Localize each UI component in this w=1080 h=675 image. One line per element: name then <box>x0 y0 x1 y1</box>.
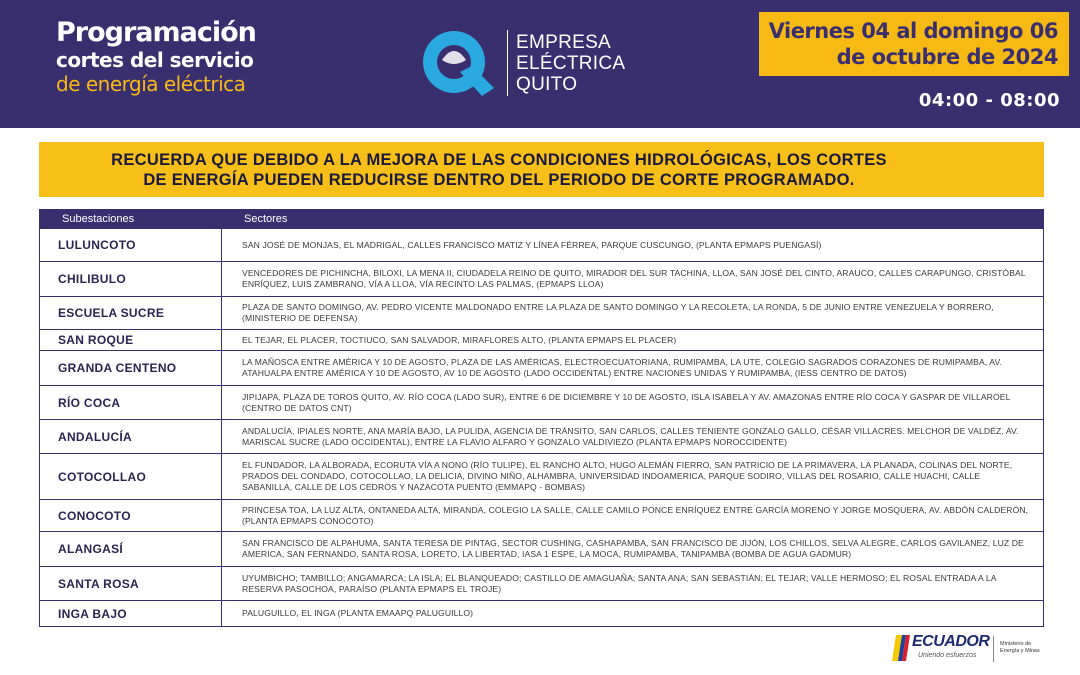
substation-cell: SANTA ROSA <box>40 567 222 600</box>
ministry-line-1: Ministerio de <box>1000 641 1032 647</box>
header-sectors: Sectores <box>244 213 288 225</box>
government-slogan: Uniendo esfuerzos <box>918 652 977 659</box>
sectors-cell: PLAZA DE SANTO DOMINGO, AV. PEDRO VICENTE MALDONADO ENTRE LA PLAZA DE SANTO DOMINGO Y LA RECOLETA, LA RONDA, 5 DE JUNIO ENTRE VENEZUELA Y BORRERO, (MINISTERIO DE DEFENSA) <box>242 302 994 323</box>
notice-line-1: RECUERDA QUE DEBIDO A LA MEJORA DE LAS CONDICIONES HIDROLÓGICAS, LOS CORTES <box>111 151 887 169</box>
table-row <box>40 262 1043 297</box>
sectors-cell: VENCEDORES DE PICHINCHA, BILOXI, LA MENA II, CIUDADELA REINO DE QUITO, MIRADOR DEL SUR TACHINA, LLOA, SAN JOSÉ DEL CINTO, ARAUCO, CALLES CARAPUNGO, CRISTÓBAL ENRÍQUEZ, LUIS ZAMBRANO, VÍA A LLOA, VÍA RECINTO LAS PALMAS, (EPMAPS LLOA) <box>242 268 1026 289</box>
table-row <box>40 601 1043 627</box>
substation-cell: LULUNCOTO <box>40 229 222 261</box>
ministry-name <box>1000 641 1040 655</box>
substation-cell: COTOCOLLAO <box>40 454 222 499</box>
table-row <box>40 297 1043 330</box>
table-row <box>40 567 1043 601</box>
table-row <box>40 420 1043 454</box>
company-line-1: EMPRESA <box>516 32 612 53</box>
company-line-2: ELÉCTRICA <box>516 53 626 74</box>
sectors-cell: EL FUNDADOR, LA ALBORADA, ECORUTA VÍA A NONO (RÍO TULIPE), EL RANCHO ALTO, HUGO ALEMÁN FIERRO, SAN PATRICIO DE LA PRIMAVERA, LA PLANADA, COLINAS DEL NORTE, PRADOS DEL CONDADO, COTOCOLLAO, LA DELICIA, DIVINO NIÑO, ALHAMBRA, UNIVERSIDAD INDOAMERICA, PARQUE SODIRO, VILLAS DEL ROSARIO, CALLE HUACHI, CALLE SABANILLA, CALLE DE LOS CEDROS Y NAZACOTA PUENTO (EMMAPQ - BOMBAS) <box>242 460 1013 492</box>
table-row <box>40 229 1043 262</box>
time-range: 04:00 - 08:00 <box>918 90 1060 111</box>
government-name: ECUADOR <box>912 633 990 650</box>
title-line-1: Programación <box>56 17 256 48</box>
logo-divider <box>507 30 508 96</box>
sectors-cell: EL TEJAR, EL PLACER, TOCTIUCO, SAN SALVADOR, MIRAFLORES ALTO, (PLANTA EPMAPS EL PLACER) <box>242 334 677 345</box>
date-line-1: Viernes 04 al domingo 06 <box>768 19 1058 43</box>
sectors-cell: ANDALUCÍA, IPIALES NORTE, ANA MARÍA BAJO, LA PULIDA, AGENCIA DE TRÁNSITO, SAN CARLOS, CALLES TENIENTE GONZALO GALLO, CÉSAR VILLACRES. MELCHOR DE VALDÉZ, AV. MARISCAL SUCRE (LADO OCCIDENTAL), ENTRE LA FLAVIO ALFARO Y GONZALO VALDIVIEZO (PLANTA EPMAPS NOROCCIDENTE) <box>242 425 1019 447</box>
substation-cell: ANDALUCÍA <box>40 420 222 453</box>
sectors-cell: UYUMBICHO; TAMBILLO; ANGAMARCA; LA ISLA; EL BLANQUEADO; CASTILLO DE AMAGUAÑA; SANTA ANA; SAN SEBASTIÁN; EL TEJAR; VALLE HERMOSO; EL ROSAL ENTRADA A LA RESERVA PASOCHOA, PARAÍSO (PLANTA EPMAPS EL TROJE) <box>242 572 997 594</box>
eeq-logo-icon <box>414 26 498 102</box>
sectors-cell: JIPIJAPA, PLAZA DE TOROS QUITO, AV. RÍO COCA (LADO SUR), ENTRE 6 DE DICIEMBRE Y 10 DE AGOSTO, ISLA ISABELA Y AV. AMAZONAS ENTRE RÍO COCA Y GASPAR DE VILLAROEL (CENTRO DE DATOS CNT) <box>242 391 1011 413</box>
notice-banner <box>39 142 1044 197</box>
outage-table <box>39 209 1044 627</box>
substation-cell: INGA BAJO <box>40 601 222 626</box>
substation-cell: GRANDA CENTENO <box>40 351 222 385</box>
substation-cell: ESCUELA SUCRE <box>40 297 222 329</box>
footer-divider <box>993 636 994 662</box>
substation-cell: CONOCOTO <box>40 500 222 531</box>
sectors-cell: SAN FRANCISCO DE ALPAHUMA, SANTA TERESA DE PINTAG, SECTOR CUSHING, CASHAPAMBA, SAN FRANCISCO DE JIJÓN, LOS CHILLOS, SELVA ALEGRE, CARLOS GAVILANEZ, LUZ DE AMERICA, SAN FERNANDO, SANTA ROSA, LORETO, LA LIBERTAD, IASA 1 ESPE, LA MOCA, RUMIPAMBA, TANIPAMBA (BOMBA DE AGUA GADMUR) <box>242 538 1024 559</box>
substation-cell: ALANGASÍ <box>40 532 222 566</box>
table-row <box>40 500 1043 532</box>
sectors-cell: PALUGUILLO, EL INGA (PLANTA EMAAPQ PALUGUILLO) <box>242 608 474 618</box>
date-line-2: de octubre de 2024 <box>836 45 1058 69</box>
title-block <box>56 18 256 96</box>
title-line-3: de energía eléctrica <box>56 72 246 96</box>
header-banner <box>0 0 1080 128</box>
table-row <box>40 351 1043 386</box>
table-header <box>40 209 1043 229</box>
sectors-cell: LA MAÑOSCA ENTRE AMÉRICA Y 10 DE AGOSTO, PLAZA DE LAS AMÉRICAS, ELECTROECUATORIANA, RUMIPAMBA, LA UTE, COLEGIO SAGRADOS CORAZONES DE RUMIPAMBA, AV. ATAHUALPA ENTRE AMÉRICA Y 10 DE AGOSTO, AV 10 DE AGOSTO (LADO OCCIDENTAL) ENTRE NACIONES UNIDAS Y RUMIPAMBA, (IESS CENTRO DE DATOS) <box>242 357 1003 378</box>
company-name <box>516 32 625 95</box>
company-line-3: QUITO <box>516 74 578 95</box>
sectors-cell: PRINCESA TOA, LA LUZ ALTA, ONTANEDA ALTA, MIRANDA, COLEGIO LA SALLE, CALLE CAMILO PONCE ENRÍQUEZ ENTRE GARCÍA MORENO Y JORGE MOSQUERA, AV. ABDÓN CALDERÓN, (PLANTA EPMAPS CONOCOTO) <box>242 504 1029 526</box>
notice-line-2: DE ENERGÍA PUEDEN REDUCIRSE DENTRO DEL PERIODO DE CORTE PROGRAMADO. <box>143 171 855 189</box>
table-row <box>40 330 1043 351</box>
ministry-line-2: Energía y Minas <box>1000 648 1040 654</box>
table-row <box>40 454 1043 500</box>
substation-cell: CHILIBULO <box>40 262 222 296</box>
sectors-cell: SAN JOSÉ DE MONJAS, EL MADRIGAL, CALLES FRANCISCO MATIZ Y LÍNEA FÉRREA, PARQUE CUSCUNGO, (PLANTA EPMAPS PUENGASÍ) <box>242 239 822 250</box>
header-substations: Subestaciones <box>62 213 135 225</box>
title-line-2: cortes del servicio <box>56 48 254 72</box>
table-row <box>40 386 1043 420</box>
substation-cell: RÍO COCA <box>40 386 222 419</box>
date-box <box>759 12 1069 76</box>
ecuador-flag-stripes-icon <box>892 635 914 661</box>
table-row <box>40 532 1043 567</box>
substation-cell: SAN ROQUE <box>40 330 222 350</box>
